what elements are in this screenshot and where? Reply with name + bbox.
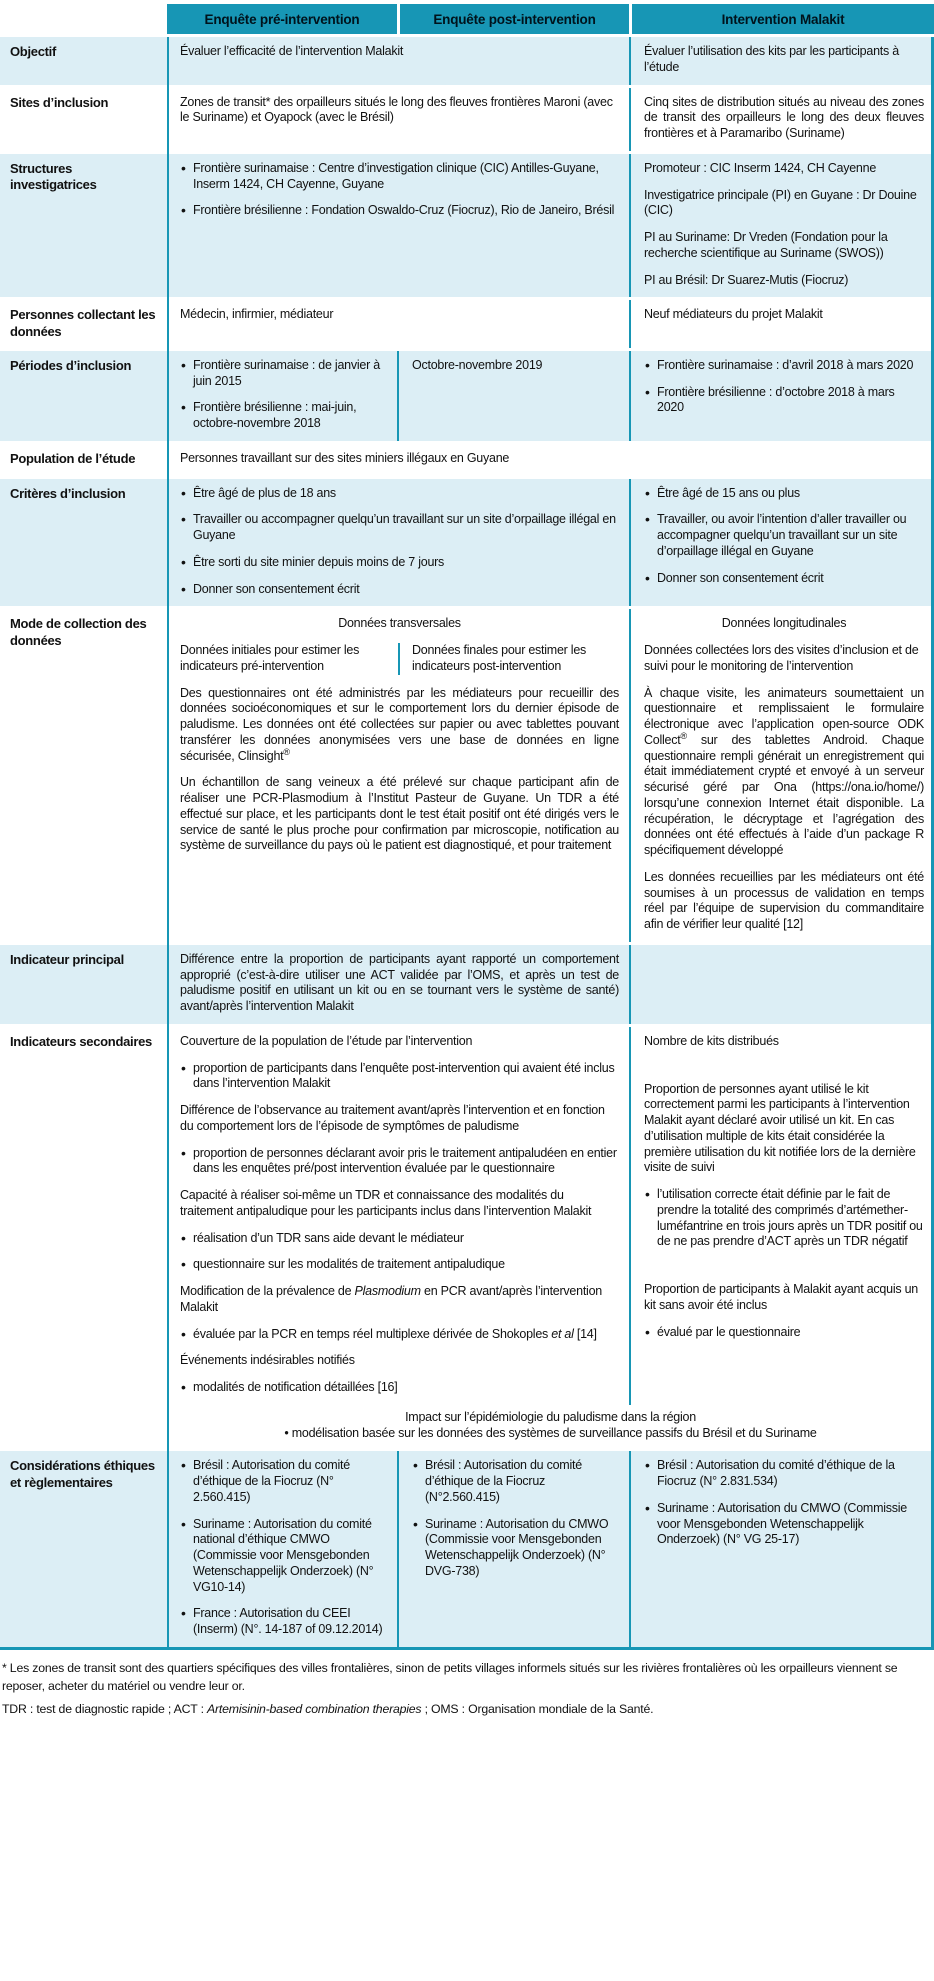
row-label: Structures investigatrices bbox=[0, 154, 167, 298]
row-indicateurs-secondaires bbox=[0, 1027, 934, 1449]
cell-merged-pre-post: Zones de transit* des orpailleurs situés le long des fleuves frontières Maroni (avec le Suriname) et Oyapock (avec le Brésil) bbox=[180, 94, 613, 125]
paragraph: PI au Brésil: Dr Suarez-Mutis (Fiocruz) bbox=[644, 272, 849, 287]
cell-malakit: Neuf médiateurs du projet Malakit bbox=[629, 300, 934, 348]
row-criteres bbox=[0, 479, 934, 607]
italic-term: Artemisinin-based combination therapies bbox=[207, 1702, 422, 1717]
bullet-item: • réalisation d’un TDR sans aide devant le médiateur bbox=[180, 1231, 619, 1247]
cell-merged-pre-post: Évaluer l’efficacité de l’intervention Malakit bbox=[180, 44, 404, 58]
text-run: Des questionnaires ont été administrés par les médiateurs pour recueillir des données socioéconomiques et sur le comportement lors du dernier épisode de paludisme. Les données ont été collectées sur papier ou avec tablettes pouvant transférer les données anonymisées vers une base de données en ligne sécurisée, Clinsight bbox=[180, 685, 619, 763]
bullet-item: • questionnaire sur les modalités de traitement antipaludique bbox=[180, 1257, 619, 1273]
row-structures bbox=[0, 154, 934, 298]
row-content bbox=[167, 37, 934, 85]
bullet-item: • Frontière surinamaise : de janvier à juin 2015 bbox=[180, 358, 387, 390]
text-run: en PCR avant/après l’intervention Malakit bbox=[180, 1284, 602, 1314]
cell-pre bbox=[167, 351, 397, 441]
bullet-item: • Donner son consentement écrit bbox=[180, 582, 619, 598]
cell-malakit: Évaluer l’utilisation des kits par les participants à l’étude bbox=[629, 37, 934, 85]
bullet-item: • proportion de personnes déclarant avoir pris le traitement antipaludéen en entier dans les enquêtes pré/post intervention évaluée par le questionnaire bbox=[180, 1146, 619, 1178]
row-sites-inclusion bbox=[0, 88, 934, 151]
bullet-item: • Frontière surinamaise : Centre d’investigation clinique (CIC) Antilles-Guyane, Inserm 1424, CH Cayenne, Guyane bbox=[180, 161, 619, 193]
text-run: [14] bbox=[573, 1326, 597, 1341]
bullet-item: • France : Autorisation du CEEI (Inserm) (N°. 14-187 of 09.12.2014) bbox=[180, 1606, 387, 1638]
bullet-item: • modalités de notification détaillées [16] bbox=[180, 1380, 619, 1396]
paragraph: Promoteur : CIC Inserm 1424, CH Cayenne bbox=[644, 160, 877, 175]
row-mode-collection bbox=[0, 609, 934, 942]
header-spacer bbox=[0, 4, 167, 34]
paragraph bbox=[180, 686, 619, 765]
footnotes bbox=[0, 1650, 934, 1719]
text-run: ; OMS : Organisation mondiale de la Santé. bbox=[421, 1702, 654, 1717]
impact-merged-footer bbox=[167, 1405, 934, 1449]
text-run: TDR : test de diagnostic rapide ; ACT : bbox=[2, 1702, 208, 1717]
paragraph: Capacité à réaliser soi-même un TDR et connaissance des modalités du traitement antipaludique pour les participants inclus dans l’intervention Malakit bbox=[180, 1188, 592, 1218]
cell-post bbox=[397, 1451, 629, 1647]
bullet-item: • proportion de participants dans l’enquête post-intervention qui avaient été inclus dans l’intervention Malakit bbox=[180, 1061, 619, 1093]
sub-split bbox=[167, 643, 629, 675]
paragraph: Les données recueillies par les médiateurs ont été soumises à un processus de validation en temps réel par l’équipe de supervision du commanditaire afin de vérifier leur qualité [12] bbox=[644, 869, 924, 931]
cell-merged-pre-post bbox=[167, 1027, 629, 1405]
cell-merged-pre-post: Médecin, infirmier, médiateur bbox=[180, 307, 334, 322]
row-label: Sites d’inclusion bbox=[0, 88, 167, 151]
cell-malakit bbox=[629, 609, 934, 942]
cell-pre bbox=[167, 1451, 397, 1647]
row-content bbox=[167, 154, 934, 298]
study-comparison-table bbox=[0, 4, 934, 1650]
bullet-item: • Être âgé de plus de 18 ans bbox=[180, 486, 619, 502]
paragraph: Événements indésirables notifiés bbox=[180, 1353, 355, 1368]
row-label: Population de l’étude bbox=[0, 444, 167, 476]
bullet-item: • Brésil : Autorisation du comité d’éthique de la Fiocruz (N° 2.560.415) bbox=[180, 1458, 387, 1505]
paragraph: PI au Suriname: Dr Vreden (Fondation pour la recherche scientifique au Suriname (SWOS)) bbox=[644, 230, 888, 260]
bullet-item: • Suriname : Autorisation du CMWO (Commissie voor Mensgebonden Wetenschappelijk Onderzoek) (N° VG 25-17) bbox=[644, 1501, 924, 1548]
row-content bbox=[167, 88, 934, 151]
cell-merged-pre-post: Différence entre la proportion de participants ayant rapporté un comportement approprié (c’est-à-dire utiliser une ACT validée par l’OMS, et après un test de paludisme positif en utilisant un kit ou en se tournant vers le système de santé) avant/après l’intervention Malakit bbox=[180, 951, 619, 1013]
impact-line: Impact sur l’épidémiologie du paludisme dans la région bbox=[405, 1409, 696, 1424]
bullet-item: • Être âgé de 15 ans ou plus bbox=[644, 486, 924, 502]
paragraph: Proportion de participants à Malakit ayant acquis un kit sans avoir été inclus bbox=[644, 1282, 918, 1312]
cell-merged-pre-post bbox=[167, 154, 629, 298]
bullet-item: • évalué par le questionnaire bbox=[644, 1325, 924, 1341]
cell-merged-pre-post bbox=[167, 479, 629, 607]
paragraph: Nombre de kits distribués bbox=[644, 1033, 779, 1048]
footnote-asterisk: * Les zones de transit sont des quartiers spécifiques des villes frontalières, sinon de petits villages informels situés sur les rivières frontalières où les orpailleurs viennent se reposer, acheter du matériel ou vendre leur or. bbox=[2, 1660, 898, 1693]
subheader-transversal: Données transversales bbox=[338, 616, 461, 631]
row-label: Mode de collection des données bbox=[0, 609, 167, 942]
cell-sub-post: Données finales pour estimer les indicateurs post-intervention bbox=[398, 643, 629, 675]
text-run: sur des tablettes Android. Chaque questionnaire rempli générait un enregistrement qui était immédiatement crypté et envoyé à un serveur sécurisé géré par Ona (https://ona.io/home/) lorsqu’une connexion Internet était disponible. La récupération, le décryptage et l’agrégation des données ont été effectués à l’aide d’un package R spécifiquement développé bbox=[644, 732, 924, 857]
row-content bbox=[167, 1027, 934, 1449]
row-label: Objectif bbox=[0, 37, 167, 85]
paragraph bbox=[644, 686, 924, 859]
impact-line: • modélisation basée sur les données des systèmes de surveillance passifs du Brésil et du Suriname bbox=[284, 1426, 817, 1440]
row-content bbox=[167, 945, 934, 1024]
table-header-row bbox=[0, 4, 934, 34]
row-label: Personnes collectant les données bbox=[0, 300, 167, 348]
bullet-item: • Suriname : Autorisation du comité national d’éthique CMWO (Commissie voor Mensgebonden Wetenschappelijk Onderzoek) (N° VG10-14) bbox=[180, 1517, 387, 1596]
bullet-item bbox=[180, 1327, 619, 1343]
bullet-item: • Donner son consentement écrit bbox=[644, 571, 924, 587]
registered-mark: ® bbox=[283, 746, 290, 757]
paragraph: Couverture de la population de l’étude par l’intervention bbox=[180, 1033, 473, 1048]
row-content bbox=[167, 351, 934, 441]
bullet-item: • Suriname : Autorisation du CMWO (Commissie voor Mensgebonden Wetenschappelijk Onderzoek) (N° DVG-738) bbox=[412, 1517, 619, 1580]
bullet-item: • Frontière brésilienne : Fondation Oswaldo-Cruz (Fiocruz), Rio de Janeiro, Brésil bbox=[180, 203, 619, 219]
paragraph bbox=[180, 1284, 619, 1316]
row-content bbox=[167, 1451, 934, 1647]
paragraph: Investigatrice principale (PI) en Guyane : Dr Douine (CIC) bbox=[644, 187, 917, 218]
cell-malakit bbox=[629, 1451, 934, 1647]
italic-term: Plasmodium bbox=[354, 1284, 421, 1298]
row-content bbox=[167, 609, 934, 942]
cell-malakit bbox=[629, 351, 934, 441]
row-label: Critères d’inclusion bbox=[0, 479, 167, 607]
row-label: Considérations éthiques et règlementaires bbox=[0, 1451, 167, 1647]
row-content bbox=[167, 300, 934, 348]
secondary-top bbox=[167, 1027, 934, 1405]
bullet-item: • Brésil : Autorisation du comité d’éthique de la Fiocruz (N° 2.831.534) bbox=[644, 1458, 924, 1490]
paragraph: Un échantillon de sang veineux a été prélevé sur chaque participant afin de réaliser une PCR-Plasmodium à l’Institut Pasteur de Guyane. Un TDR a été effectué sur place, et les participants dont le test était positif ont été dirigés vers le service de santé le plus proche pour confirmation par microscopie, notification au système de surveillance du pays où le patient est diagnostiqué, et pour traitement bbox=[180, 775, 619, 853]
row-label: Indicateurs secondaires bbox=[0, 1027, 167, 1449]
row-content bbox=[167, 479, 934, 607]
bullet-item: • Frontière surinamaise : d’avril 2018 à mars 2020 bbox=[644, 358, 924, 374]
cell-sub-pre: Données initiales pour estimer les indicateurs pré-intervention bbox=[180, 643, 360, 673]
row-indicateur-principal bbox=[0, 945, 934, 1024]
row-periodes bbox=[0, 351, 934, 441]
header-intervention-malakit: Intervention Malakit bbox=[629, 4, 934, 34]
bullet-item: • Frontière brésilienne : mai-juin, octobre-novembre 2018 bbox=[180, 400, 387, 432]
cell-merged-pre-post bbox=[167, 609, 629, 942]
divider-label-content bbox=[167, 37, 169, 1647]
subheader-longitudinal: Données longitudinales bbox=[721, 616, 847, 631]
cell-malakit bbox=[629, 154, 934, 298]
row-label: Indicateur principal bbox=[0, 945, 167, 1024]
cell-merged-all: Personnes travaillant sur des sites miniers illégaux en Guyane bbox=[167, 444, 934, 476]
bullet-item: • Être sorti du site minier depuis moins de 7 jours bbox=[180, 555, 619, 571]
bullet-item: • l’utilisation correcte était définie par le fait de prendre la totalité des comprimés d’artémether-luméfantrine en trois jours après un TDR positif ou de ne pas prendre d’ACT après un TDR négatif bbox=[644, 1187, 924, 1250]
row-collecteurs bbox=[0, 300, 934, 348]
header-post-intervention: Enquête post-intervention bbox=[397, 4, 629, 34]
row-objectif bbox=[0, 37, 934, 85]
header-pre-intervention: Enquête pré-intervention bbox=[167, 4, 397, 34]
bullet-item: • Frontière brésilienne : d’octobre 2018 à mars 2020 bbox=[644, 385, 924, 417]
paragraph: Différence de l’observance au traitement avant/après l’intervention et en fonction du comportement lors de l’épisode de symptômes de paludisme bbox=[180, 1103, 605, 1133]
bullet-item: • Travailler ou accompagner quelqu’un travaillant sur un site d’orpaillage illégal en Guyane bbox=[180, 512, 619, 544]
cell-post: Octobre-novembre 2019 bbox=[397, 351, 629, 441]
paragraph: Données collectées lors des visites d’inclusion et de suivi pour le monitoring de l’intervention bbox=[644, 643, 919, 673]
cell-malakit: Cinq sites de distribution situés au niveau des zones de transit des orpailleurs le long des deux fleuves frontières et à Paramaribo (Suriname) bbox=[629, 88, 934, 151]
bullet-item: • Brésil : Autorisation du comité d’éthique de la Fiocruz (N°2.560.415) bbox=[412, 1458, 619, 1505]
text-run: Modification de la prévalence de bbox=[180, 1284, 355, 1298]
paragraph: Proportion de personnes ayant utilisé le kit correctement parmi les participants à l’intervention Malakit ayant déclaré avoir utilisé un kit. En cas d’utilisation multiple de kits était considérée la première utilisation du kit notifiée lors de la dernière visite de suivi bbox=[644, 1081, 916, 1175]
italic-term: et al bbox=[551, 1326, 574, 1341]
cell-malakit bbox=[629, 1027, 934, 1405]
text-run: À chaque visite, les animateurs soumettaient un questionnaire et remplissaient le formulaire électronique avec l’application open-source ODK Collect bbox=[644, 685, 924, 747]
bullet-item: • Travailler, ou avoir l’intention d’aller travailler ou accompagner quelqu’un travaillant sur un site d’orpaillage illégal en Guyane bbox=[644, 512, 924, 559]
row-label: Périodes d’inclusion bbox=[0, 351, 167, 441]
row-considerations-ethiques bbox=[0, 1451, 934, 1647]
cell-malakit bbox=[629, 479, 934, 607]
cell-malakit-empty bbox=[629, 945, 934, 1024]
text-run: évaluée par la PCR en temps réel multiplexe dérivée de Shokoples bbox=[193, 1326, 552, 1341]
registered-mark: ® bbox=[680, 730, 687, 741]
row-population bbox=[0, 444, 934, 476]
footnote-abbreviations bbox=[2, 1701, 932, 1719]
